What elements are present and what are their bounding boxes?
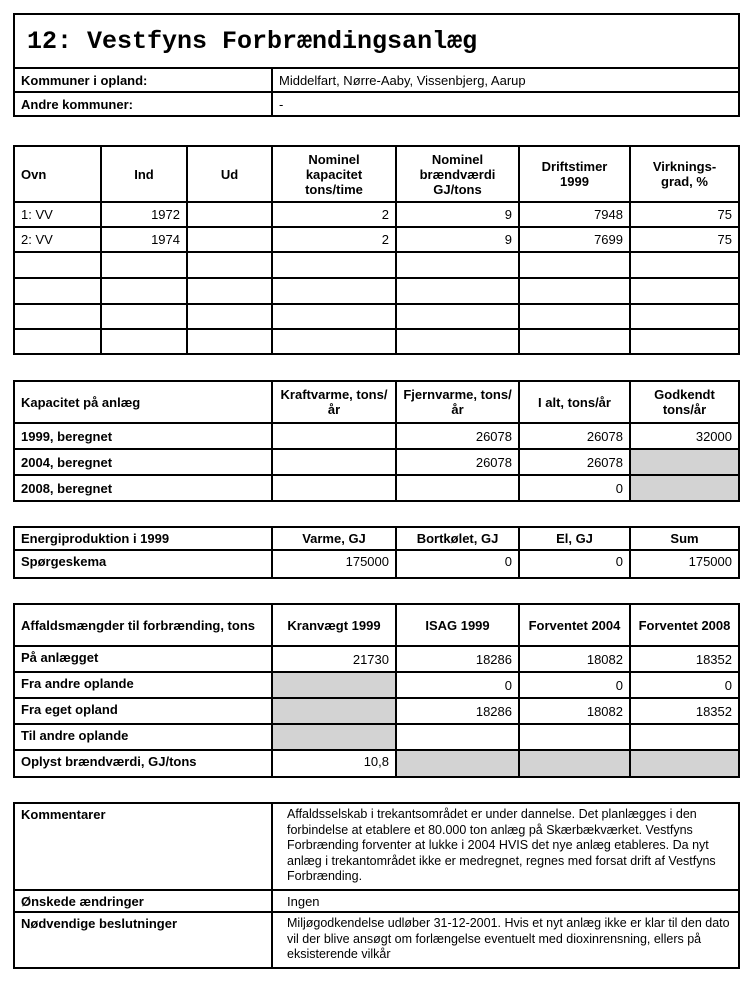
- table-row: [14, 803, 739, 890]
- cell: 75: [630, 202, 739, 227]
- cell: 9: [396, 202, 519, 227]
- bortkolet-header: Bortkølet, GJ: [396, 527, 519, 550]
- cell: [630, 449, 739, 475]
- fjernvarme-header: Fjernvarme, tons/år: [396, 381, 519, 423]
- cell: [187, 202, 272, 227]
- cell: 2008, beregnet: [14, 475, 272, 501]
- table-row: [14, 550, 739, 578]
- cell: [396, 724, 519, 750]
- header-table: [13, 13, 740, 117]
- cell: 175000: [272, 550, 396, 578]
- cell: Fra andre oplande: [14, 672, 272, 698]
- beslutninger-label: Nødvendige beslutninger: [14, 912, 272, 968]
- kranvaegt-header: Kranvægt 1999: [272, 604, 396, 646]
- kapacitet-header: Nominel kapacitet tons/time: [272, 146, 396, 202]
- kommentarer-table: [13, 802, 740, 969]
- driftstimer-header: Driftstimer 1999: [519, 146, 630, 202]
- cell: 0: [519, 475, 630, 501]
- cell: 0: [519, 550, 630, 578]
- cell: 2: VV: [14, 227, 101, 252]
- ud-header: Ud: [187, 146, 272, 202]
- cell: 18082: [519, 698, 630, 724]
- table-row: [14, 227, 739, 252]
- cell: 0: [519, 672, 630, 698]
- kommentarer-label: Kommentarer: [14, 803, 272, 890]
- cell: Spørgeskema: [14, 550, 272, 578]
- cell: 9: [396, 227, 519, 252]
- forventet-2004-header: Forventet 2004: [519, 604, 630, 646]
- cell: Fra eget opland: [14, 698, 272, 724]
- cell: [519, 750, 630, 777]
- cell: 18286: [396, 646, 519, 672]
- cell: 1972: [101, 202, 187, 227]
- cell: 18352: [630, 646, 739, 672]
- andre-kommuner-label: Andre kommuner:: [14, 92, 272, 116]
- energi-header: Energiproduktion i 1999: [14, 527, 272, 550]
- cell: [272, 672, 396, 698]
- cell: 26078: [519, 449, 630, 475]
- affald-header: Affaldsmængder til forbrænding, tons: [14, 604, 272, 646]
- cell: [272, 423, 396, 449]
- el-header: El, GJ: [519, 527, 630, 550]
- cell: [187, 227, 272, 252]
- kraftvarme-header: Kraftvarme, tons/år: [272, 381, 396, 423]
- cell: 7699: [519, 227, 630, 252]
- sum-header: Sum: [630, 527, 739, 550]
- page-title: 12: Vestfyns Forbrændingsanlæg: [14, 14, 739, 68]
- table-row: [14, 475, 739, 501]
- table-row: [14, 646, 739, 672]
- cell: 18286: [396, 698, 519, 724]
- cell: [272, 698, 396, 724]
- cell: 1999, beregnet: [14, 423, 272, 449]
- cell: [630, 724, 739, 750]
- table-row: [14, 304, 739, 329]
- cell: 18352: [630, 698, 739, 724]
- table-row: [14, 278, 739, 304]
- table-row: [14, 724, 739, 750]
- cell: 21730: [272, 646, 396, 672]
- table-row: [14, 329, 739, 354]
- table-row: [14, 202, 739, 227]
- table-row: [14, 423, 739, 449]
- cell: 26078: [396, 423, 519, 449]
- table-row: [14, 912, 739, 968]
- cell: 7948: [519, 202, 630, 227]
- energi-table: [13, 526, 740, 579]
- cell: 0: [396, 672, 519, 698]
- cell: [272, 475, 396, 501]
- godkendt-header: Godkendt tons/år: [630, 381, 739, 423]
- cell: 1: VV: [14, 202, 101, 227]
- cell: 10,8: [272, 750, 396, 777]
- cell: 0: [630, 672, 739, 698]
- cell: 18082: [519, 646, 630, 672]
- table-row: [14, 252, 739, 278]
- varme-header: Varme, GJ: [272, 527, 396, 550]
- cell: [630, 750, 739, 777]
- cell: 32000: [630, 423, 739, 449]
- kommentarer-value: Affaldsselskab i trekantsområdet er under dannelse. Det planlægges i den forbindelse at etablere et 80.000 ton anlæg på Skærbækværket. Vestfyns Forbrænding forventer at lukke i 2004 HVIS det nye anlæg etableres. Da nyt anlæg i trekantområdet ikke er medregnet, regnes med forsat drift af Vestfyns Forbrænding.: [272, 803, 739, 890]
- cell: [396, 750, 519, 777]
- cell: 0: [396, 550, 519, 578]
- affald-table: [13, 603, 740, 778]
- onskede-value: Ingen: [272, 890, 739, 912]
- cell: 1974: [101, 227, 187, 252]
- table-row: [14, 750, 739, 777]
- i-alt-header: I alt, tons/år: [519, 381, 630, 423]
- cell: På anlægget: [14, 646, 272, 672]
- onskede-label: Ønskede ændringer: [14, 890, 272, 912]
- ovn-header: Ovn: [14, 146, 101, 202]
- cell: [519, 724, 630, 750]
- beslutninger-value: Miljøgodkendelse udløber 31-12-2001. Hvis et nyt anlæg ikke er klar til den dato vil der blive ansøgt om forlængelse eventuelt med dioxinrensning, ellers på eksisterende vilkår: [272, 912, 739, 968]
- table-row: [14, 449, 739, 475]
- cell: 2: [272, 227, 396, 252]
- cell: 2004, beregnet: [14, 449, 272, 475]
- isag-header: ISAG 1999: [396, 604, 519, 646]
- cell: Til andre oplande: [14, 724, 272, 750]
- kommuner-value: Middelfart, Nørre-Aaby, Vissenbjerg, Aarup: [272, 68, 739, 92]
- table-row: [14, 698, 739, 724]
- cell: 26078: [519, 423, 630, 449]
- cell: [630, 475, 739, 501]
- kommuner-label: Kommuner i opland:: [14, 68, 272, 92]
- virkningsgrad-header: Virknings-grad, %: [630, 146, 739, 202]
- cell: 2: [272, 202, 396, 227]
- cell: 26078: [396, 449, 519, 475]
- kapacitet-header: Kapacitet på anlæg: [14, 381, 272, 423]
- kapacitet-table: [13, 380, 740, 502]
- cell: Oplyst brændværdi, GJ/tons: [14, 750, 272, 777]
- table-row: [14, 890, 739, 912]
- braendvaerdi-header: Nominel brændværdi GJ/tons: [396, 146, 519, 202]
- ind-header: Ind: [101, 146, 187, 202]
- forventet-2008-header: Forventet 2008: [630, 604, 739, 646]
- cell: 75: [630, 227, 739, 252]
- cell: [396, 475, 519, 501]
- cell: 175000: [630, 550, 739, 578]
- cell: [272, 449, 396, 475]
- ovn-table: [13, 145, 740, 355]
- table-row: [14, 672, 739, 698]
- andre-kommuner-value: -: [272, 92, 739, 116]
- cell: [272, 724, 396, 750]
